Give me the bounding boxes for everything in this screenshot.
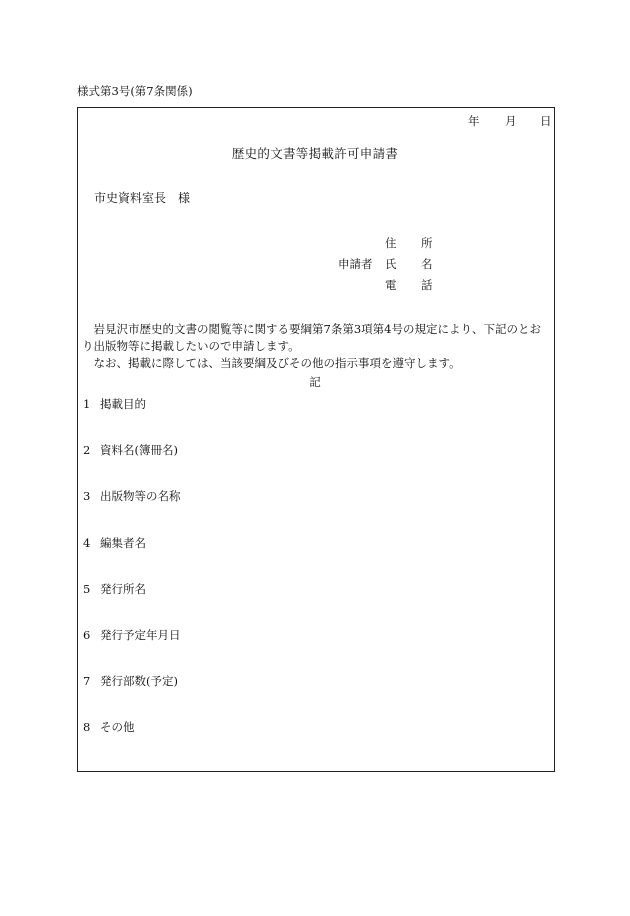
ki-heading: 記: [309, 375, 321, 389]
date-month-label: 月: [505, 114, 517, 128]
addressee: 市史資料室長 様: [94, 191, 191, 205]
list-item: [83, 584, 146, 596]
list-item: [83, 722, 135, 734]
item-number: 7: [83, 674, 91, 688]
phone-label-part2: 話: [421, 278, 433, 292]
applicant-name-field: [385, 259, 433, 271]
body-paragraph-1: 岩見沢市歴史的文書の閲覧等に関する要綱第7条第3項第4号の規定により、下記のとおり出版物等に掲載したいので申請します。: [82, 322, 541, 353]
applicant-phone-field: [385, 280, 433, 292]
list-item: [83, 445, 178, 457]
body-paragraph-2: なお、掲載に際しては、当該要綱及びその他の指示事項を遵守します。: [93, 356, 461, 370]
item-number: 8: [83, 720, 91, 734]
item-label: 編集者名: [100, 536, 146, 550]
list-item: [83, 630, 181, 642]
list-item: [83, 676, 178, 688]
address-label-part2: 所: [421, 236, 433, 250]
form-frame: [77, 107, 555, 772]
list-item: [83, 399, 146, 411]
item-label: 資料名(簿冊名): [100, 443, 178, 457]
form-number-label: 様式第3号(第7条関係): [77, 84, 193, 98]
list-item: [83, 491, 181, 503]
applicant-label: 申請者: [338, 257, 373, 271]
item-number: 5: [83, 582, 91, 596]
list-item: [83, 538, 146, 550]
item-number: 4: [83, 536, 91, 550]
item-label: その他: [100, 720, 135, 734]
document-title-text: 歴史的文書等掲載許可申請書: [231, 146, 399, 161]
applicant-address-field: [385, 238, 433, 250]
item-label: 出版物等の名称: [100, 489, 181, 503]
name-label-part1: 氏: [385, 257, 397, 271]
date-day-label: 日: [540, 114, 552, 128]
item-label: 発行部数(予定): [100, 674, 178, 688]
item-label: 掲載目的: [100, 397, 146, 411]
address-label-part1: 住: [385, 236, 397, 250]
item-label: 発行予定年月日: [100, 628, 181, 642]
item-number: 1: [83, 397, 91, 411]
phone-label-part1: 電: [385, 278, 397, 292]
item-number: 2: [83, 443, 91, 457]
document-title: [0, 148, 630, 161]
item-number: 3: [83, 489, 91, 503]
date-year-label: 年: [468, 114, 480, 128]
item-label: 発行所名: [100, 582, 146, 596]
name-label-part2: 名: [421, 257, 433, 271]
item-number: 6: [83, 628, 91, 642]
